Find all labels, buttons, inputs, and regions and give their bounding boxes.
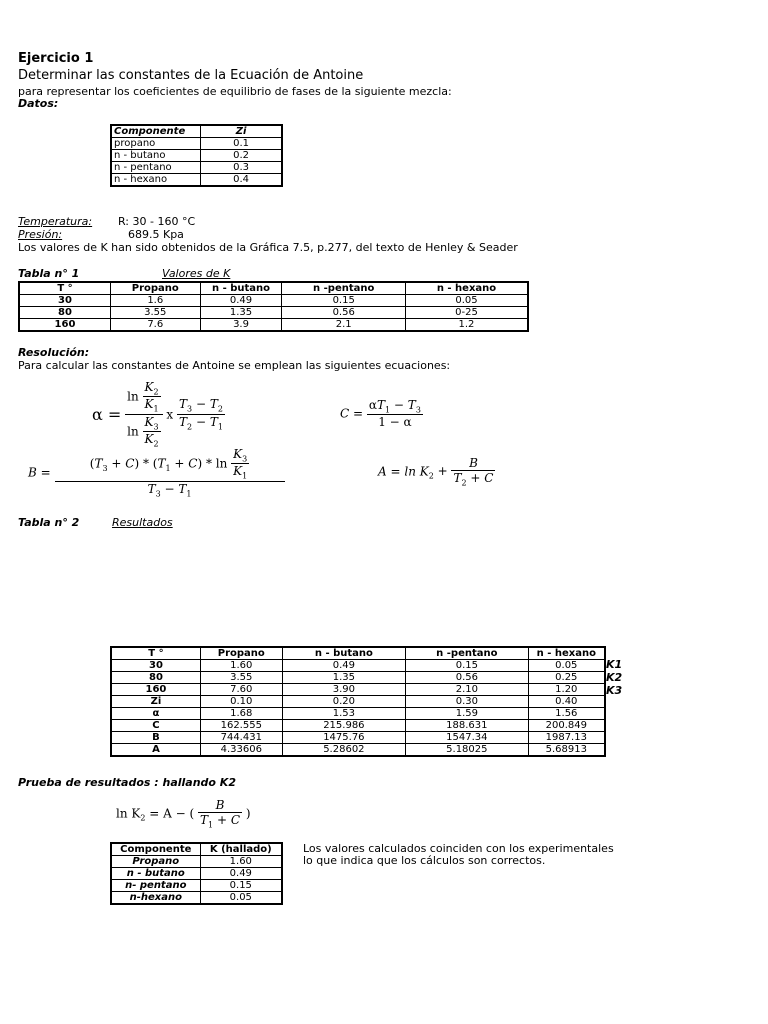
composition-row: [111, 138, 282, 150]
composition-header: Zi: [201, 125, 282, 138]
a-equation: $A = \ln K_2$ + $\frac{B}{T_2 + C}$: [378, 456, 494, 488]
table1-caption: Valores de K: [162, 267, 231, 280]
table2-caption: Resultados: [112, 516, 173, 529]
table1-row: [19, 319, 528, 332]
result-cell: 200.849: [528, 720, 605, 732]
result-cell: 2.10: [406, 684, 528, 696]
row-label-cell: 30: [111, 660, 200, 672]
result-cell: 3.55: [200, 672, 282, 684]
result-cell: 0.30: [406, 696, 528, 708]
table2-header: T °: [111, 647, 200, 660]
component-name: n - pentano: [111, 162, 201, 174]
table2-row: [111, 684, 605, 696]
table1-header: T °: [19, 282, 110, 295]
k-value-cell: 0-25: [405, 307, 528, 319]
table1-label: Tabla n° 1: [18, 267, 80, 280]
proof-table: [110, 842, 283, 905]
table2-row: [111, 708, 605, 720]
table2-row: [111, 744, 605, 757]
proof-row: [111, 856, 282, 868]
table2-row: [111, 732, 605, 744]
proof-row: [111, 892, 282, 905]
conclusion-line-1: Los valores calculados coinciden con los experimentales: [303, 842, 614, 855]
proof-header: K (hallado): [200, 843, 282, 856]
result-cell: 5.18025: [406, 744, 528, 757]
table1-header-row: [19, 282, 528, 295]
resolution-label: Resolución:: [18, 346, 90, 359]
conclusion-line-2: lo que indica que los cálculos son correctos.: [303, 854, 546, 867]
composition-row: [111, 174, 282, 187]
result-cell: 1.59: [406, 708, 528, 720]
row-label-cell: 160: [111, 684, 200, 696]
result-cell: 0.10: [200, 696, 282, 708]
k-value-cell: 2.1: [282, 319, 406, 332]
pressure-label: Presión:: [18, 228, 63, 241]
result-cell: 7.60: [200, 684, 282, 696]
table2-header: n - butano: [282, 647, 405, 660]
component-zi: 0.2: [201, 150, 282, 162]
k-value-cell: 3.55: [110, 307, 200, 319]
k-label: K3: [606, 684, 623, 697]
proof-component: n-hexano: [111, 892, 200, 905]
result-cell: 0.40: [528, 696, 605, 708]
resolution-text: Para calcular las constantes de Antoine se emplean las siguientes ecuaciones:: [18, 359, 451, 372]
table1-header: n - butano: [200, 282, 282, 295]
k-value-cell: 1.35: [200, 307, 282, 319]
table1-row: [19, 307, 528, 319]
result-cell: 3.90: [282, 684, 405, 696]
pressure-value: 689.5 Kpa: [128, 228, 184, 241]
b-equation: B = $(T_3 + C) * (T_1 + C) * \ln$ $\frac{K_3}{K_1}$ $T_3 - T_1$: [28, 447, 285, 498]
result-cell: 1475.76: [282, 732, 405, 744]
composition-table: [110, 124, 283, 187]
result-cell: 744.431: [200, 732, 282, 744]
temperature-cell: 80: [19, 307, 110, 319]
k-value-cell: 0.05: [405, 295, 528, 307]
result-cell: 4.33606: [200, 744, 282, 757]
table2-row: [111, 720, 605, 732]
result-cell: 1547.34: [406, 732, 528, 744]
temperature-cell: 30: [19, 295, 110, 307]
result-cell: 188.631: [406, 720, 528, 732]
proof-k-value: 1.60: [200, 856, 282, 868]
result-cell: 1.20: [528, 684, 605, 696]
datos-label: Datos:: [18, 97, 59, 110]
proof-k-value: 0.15: [200, 880, 282, 892]
proof-label: Prueba de resultados : hallando K2: [18, 776, 236, 789]
result-cell: 0.05: [528, 660, 605, 672]
table1-header: Propano: [110, 282, 200, 295]
row-label-cell: 80: [111, 672, 200, 684]
k-value-cell: 0.49: [200, 295, 282, 307]
result-cell: 1987.13: [528, 732, 605, 744]
k-value-cell: 0.15: [282, 295, 406, 307]
k-values-table: [18, 281, 529, 332]
component-zi: 0.1: [201, 138, 282, 150]
table2-header-row: [111, 647, 605, 660]
table1-row: [19, 295, 528, 307]
composition-row: [111, 162, 282, 174]
proof-component: n- pentano: [111, 880, 200, 892]
alpha-equation: α = ln $\frac{K_2}{K_1}$ ln $\frac{K_3}{K_2}$ x $\frac{T_3 - T_2}{T_2 - T_1}$: [92, 380, 223, 449]
k-value-cell: 1.2: [405, 319, 528, 332]
table2-header: Propano: [200, 647, 282, 660]
results-table: [110, 646, 606, 757]
component-zi: 0.3: [201, 162, 282, 174]
composition-header: Componente: [111, 125, 201, 138]
result-cell: 5.28602: [282, 744, 405, 757]
table2-row: [111, 672, 605, 684]
component-zi: 0.4: [201, 174, 282, 187]
exercise-subtitle: Determinar las constantes de la Ecuación de Antoine: [18, 68, 364, 83]
table2-label: Tabla n° 2: [18, 516, 80, 529]
k2-equation: $\ln K_2 = A$ − ( $\frac{B}{T_1 + C}$ ): [116, 798, 251, 830]
result-cell: 0.56: [406, 672, 528, 684]
component-name: propano: [111, 138, 201, 150]
k-label: K2: [606, 671, 623, 684]
row-label-cell: B: [111, 732, 200, 744]
proof-component: n - butano: [111, 868, 200, 880]
proof-k-value: 0.05: [200, 892, 282, 905]
table2-row: [111, 696, 605, 708]
result-cell: 1.68: [200, 708, 282, 720]
result-cell: 162.555: [200, 720, 282, 732]
proof-row: [111, 868, 282, 880]
result-cell: 1.53: [282, 708, 405, 720]
k-label: K1: [606, 658, 623, 671]
component-name: n - butano: [111, 150, 201, 162]
proof-k-value: 0.49: [200, 868, 282, 880]
composition-row: [111, 150, 282, 162]
row-label-cell: α: [111, 708, 200, 720]
temperature-cell: 160: [19, 319, 110, 332]
row-label-cell: Zi: [111, 696, 200, 708]
table2-header: n -pentano: [406, 647, 528, 660]
result-cell: 1.35: [282, 672, 405, 684]
row-label-cell: A: [111, 744, 200, 757]
result-cell: 215.986: [282, 720, 405, 732]
temperature-label: Temperatura:: [18, 215, 93, 228]
result-cell: 1.56: [528, 708, 605, 720]
k-value-cell: 0.56: [282, 307, 406, 319]
row-label-cell: C: [111, 720, 200, 732]
exercise-description: para representar los coeficientes de equilibrio de fases de la siguiente mezcla:: [18, 85, 452, 98]
table2-row: [111, 660, 605, 672]
result-cell: 1.60: [200, 660, 282, 672]
result-cell: 0.15: [406, 660, 528, 672]
table1-header: n -pentano: [282, 282, 406, 295]
source-note: Los valores de K han sido obtenidos de la Gráfica 7.5, p.277, del texto de Henley & Seader: [18, 241, 518, 254]
proof-component: Propano: [111, 856, 200, 868]
result-cell: 5.68913: [528, 744, 605, 757]
result-cell: 0.49: [282, 660, 405, 672]
k-value-cell: 3.9: [200, 319, 282, 332]
proof-header: Componente: [111, 843, 200, 856]
table2-header: n - hexano: [528, 647, 605, 660]
k-value-cell: 1.6: [110, 295, 200, 307]
table1-header: n - hexano: [405, 282, 528, 295]
result-cell: 0.20: [282, 696, 405, 708]
k-value-cell: 7.6: [110, 319, 200, 332]
result-cell: 0.25: [528, 672, 605, 684]
exercise-title: Ejercicio 1: [18, 51, 94, 66]
component-name: n - hexano: [111, 174, 201, 187]
proof-row: [111, 880, 282, 892]
temperature-value: R: 30 - 160 °C: [118, 215, 196, 228]
c-equation: C = $\frac{\alpha T_1 - T_3}{1 - \alpha}$: [340, 398, 421, 430]
